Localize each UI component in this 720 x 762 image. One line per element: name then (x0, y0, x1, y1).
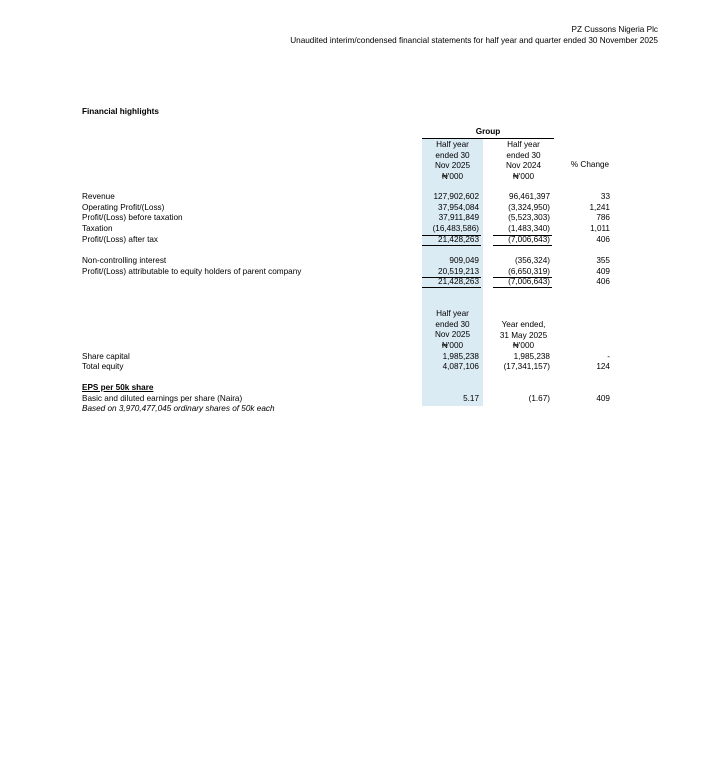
eps-title: EPS per 50k share (82, 383, 154, 392)
row-value-current: 37,954,084 (438, 203, 479, 212)
row-value-prior: (356,324) (514, 256, 550, 265)
total-rule-prior (493, 287, 552, 288)
row-value-current: 21,428,263 (438, 277, 479, 286)
col2-header-line1: Year ended, (501, 320, 546, 329)
row-label: Operating Profit/(Loss) (82, 203, 165, 212)
col2-header-line3: Nov 2024 (505, 161, 542, 171)
row-label: Revenue (82, 192, 115, 201)
row-value-current: 909,049 (449, 256, 479, 265)
col2-header (493, 140, 554, 182)
row-value-prior: (17,341,157) (503, 362, 550, 371)
col2-header-line1: Half year (507, 140, 540, 149)
row-value-pct: 406 (596, 277, 610, 286)
eps-value-current: 5.17 (463, 394, 479, 403)
eps-value-prior: (1.67) (528, 394, 550, 403)
col1-header-line2: ended 30 (435, 319, 470, 329)
eps-label: Basic and diluted earnings per share (Naira) (82, 394, 243, 403)
eps-value-pct: 409 (596, 394, 610, 403)
row-value-pct: 355 (596, 256, 610, 265)
row-value-pct: 786 (596, 213, 610, 222)
row-label: Non-controlling interest (82, 256, 167, 265)
col1-header (422, 140, 483, 182)
row-value-prior: (5,523,303) (508, 213, 550, 222)
row-label: Profit/(Loss) attributable to equity holders of parent company (82, 267, 302, 276)
row-value-prior: (1,483,340) (508, 224, 550, 233)
row-value-pct: - (607, 352, 610, 361)
row-value-current: 4,087,106 (442, 362, 479, 371)
group-underline (422, 138, 554, 139)
col2-header-currency: ₦'000 (512, 341, 535, 351)
row-value-pct: 33 (600, 192, 610, 201)
col1-header-line1: Half year (436, 309, 469, 318)
row-value-prior: (7,006,643) (508, 235, 550, 244)
col1-header-line3: Nov 2025 (434, 330, 471, 340)
col1-header-line3: Nov 2025 (434, 161, 471, 171)
row-label: Taxation (82, 224, 113, 233)
row-label: Profit/(Loss) after tax (82, 235, 158, 244)
row-value-pct: 409 (596, 267, 610, 276)
col2-header-balance (493, 320, 554, 352)
row-value-current: 20,519,213 (438, 267, 479, 276)
col1-header-currency: ₦'000 (441, 340, 464, 350)
col1-header-line2: ended 30 (435, 150, 470, 160)
col1-header-balance (422, 309, 483, 351)
row-value-current: 37,911,849 (438, 213, 479, 222)
total-rule-current (422, 245, 481, 246)
company-name: PZ Cussons Nigeria Plc (571, 25, 658, 34)
section-title: Financial highlights (82, 107, 159, 116)
document-subtitle: Unaudited interim/condensed financial statements for half year and quarter ended 30 November 2025 (290, 36, 658, 45)
total-rule-current (422, 287, 481, 288)
row-value-current: 1,985,238 (442, 352, 479, 361)
row-value-pct: 1,241 (589, 203, 610, 212)
eps-note: Based on 3,970,477,045 ordinary shares of 50k each (82, 404, 275, 413)
row-value-pct: 124 (596, 362, 610, 371)
row-value-prior: (7,006,643) (508, 277, 550, 286)
group-label: Group (475, 127, 501, 136)
col2-header-currency: ₦'000 (512, 171, 535, 181)
row-value-prior: (6,650,319) (508, 267, 550, 276)
col2-header-line2: ended 30 (506, 150, 541, 160)
row-label: Share capital (82, 352, 130, 361)
row-label: Total equity (82, 362, 124, 371)
row-value-current: 21,428,263 (438, 235, 479, 244)
row-value-current: (16,483,586) (432, 224, 479, 233)
row-value-pct: 406 (596, 235, 610, 244)
row-value-pct: 1,011 (590, 224, 610, 233)
total-rule-prior (493, 245, 552, 246)
row-value-prior: (3,324,950) (508, 203, 550, 212)
row-value-current: 127,902,602 (433, 192, 479, 201)
col1-header-line1: Half year (436, 140, 469, 149)
row-value-prior: 1,985,238 (513, 352, 550, 361)
row-label: Profit/(Loss) before taxation (82, 213, 183, 222)
pct-change-header: % Change (570, 160, 610, 169)
row-value-prior: 96,461,397 (509, 192, 550, 201)
col2-header-line2: 31 May 2025 (499, 330, 548, 340)
col1-header-currency: ₦'000 (441, 171, 464, 181)
